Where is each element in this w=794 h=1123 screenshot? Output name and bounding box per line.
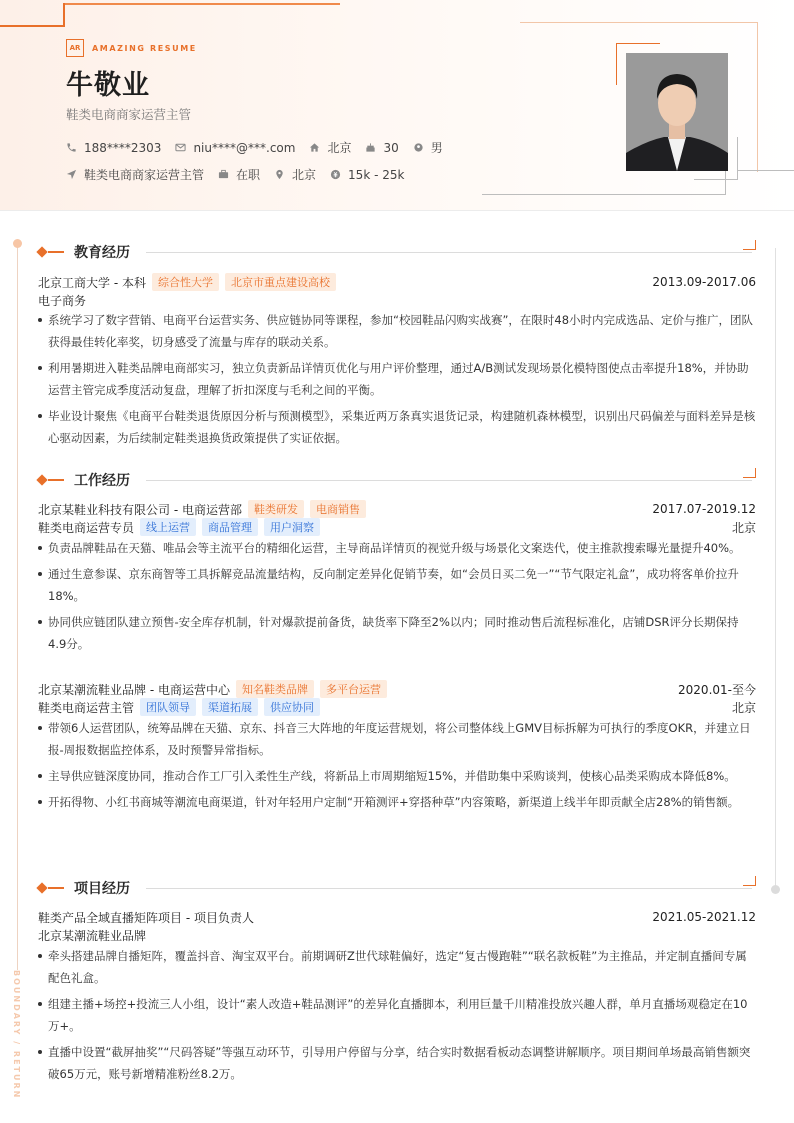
list-item: 直播中设置“截屏抽奖”“尺码答疑”等强互动环节，引导用户停留与分享，结合实时数据看板动态调整讲解顺序。项目期间单场最高销售额突破65万元，账号新增精准粉丝8.2万。 [38,1041,756,1085]
job-location: 北京 [731,520,756,535]
project-name: 鞋类产品全域直播矩阵项目 - 项目负责人 [38,910,254,925]
decor-line [482,194,726,195]
position-tag: 用户洞察 [264,518,320,536]
position-tag: 团队领导 [140,698,196,716]
major: 电子商务 [38,294,87,308]
accent-dash [48,887,64,889]
briefcase-icon [218,169,229,180]
education-entry-header [38,273,756,291]
company-tag: 电商销售 [310,500,366,518]
work-section-header [36,470,756,490]
candidate-name: 牛敬业 [66,70,150,101]
diamond-icon [36,474,47,485]
corner-mark [743,876,756,886]
target-city-item [274,166,316,183]
candidate-headline: 鞋类电商商家运营主管 [66,107,192,122]
list-item: 协同供应链团队建立预售-安全库存机制，针对爆款提前备货，缺货率下降至2%以内；同时推动售后流程标准化，店铺DSR评分长期保持4.9分。 [38,611,756,655]
list-item: 系统学习了数字营销、电商平台运营实务、供应链协同等课程，参加“校园鞋品闪购实战赛”，在限时48小时内完成选品、定价与推广，团队获得最佳转化率奖，切身感受了流量与库存的联动关系。 [38,309,756,353]
phone-value: 188****2303 [84,140,162,155]
diamond-icon [36,882,47,893]
education-section-header [36,242,756,262]
email-value: niu****@***.com [193,140,296,155]
gender-item [413,139,443,156]
school-tag: 综合性大学 [152,273,219,291]
list-item: 带领6人运营团队，统筹品牌在天猫、京东、抖音三大阵地的年度运营规划，将公司整体线上GMV目标拆解为可执行的季度OKR，并建立日报-周报数据监控体系，及时预警异常指标。 [38,717,756,761]
list-item: 牵头搭建品牌自播矩阵，覆盖抖音、淘宝双平台。前期调研Z世代球鞋偏好，选定“复古慢跑鞋”“联名款板鞋”为主推品，并定制直播间专属配色礼盒。 [38,945,756,989]
list-item: 利用暑期进入鞋类品牌电商部实习，独立负责新品详情页优化与用户评价整理，通过A/B测试发现场景化模特图使点击率提升18%，并协助运营主管完成季度活动复盘，理解了折扣深度与毛利之间的平衡。 [38,357,756,401]
decor-line [725,170,726,195]
list-item: 主导供应链深度协同，推动合作工厂引入柔性生产线，将新品上市周期缩短15%，并借助集中采购谈判，使核心品类采购成本降低8%。 [38,765,756,787]
hometown-item [309,139,351,156]
education-period: 2013.09-2017.06 [652,275,756,289]
target-role-item [66,166,204,183]
gender-value: 男 [430,141,443,155]
corner-mark [743,468,756,478]
job-period: 2017.07-2019.12 [652,502,756,516]
salary-value: 15k - 25k [348,167,405,182]
basic-info-row [66,139,457,156]
decor-line [520,22,758,23]
accent-dash [48,251,64,253]
list-item: 组建主播+场控+投流三人小组，设计“素人改造+鞋品测评”的差异化直播脚本，利用巨量千川精准投放兴趣人群，单月直播场观稳定在10万+。 [38,993,756,1037]
job-bullets [38,717,756,817]
send-icon [66,169,77,180]
job-position-row [38,698,756,716]
timeline-dot [771,885,780,894]
email-item [175,141,295,155]
position-tag: 商品管理 [202,518,258,536]
resume-header [0,0,794,211]
section-title: 项目经历 [74,881,130,897]
location-icon [274,169,285,180]
side-watermark: BOUNDARY / RETURN [12,970,21,1100]
salary-item [330,168,404,182]
section-title: 工作经历 [74,473,130,489]
timeline-dot [13,239,22,248]
position-tag: 线上运营 [140,518,196,536]
timeline-line [17,245,18,970]
section-divider [146,252,752,253]
age-item [365,141,398,155]
section-divider [146,888,752,889]
project-period: 2021.05-2021.12 [652,910,756,924]
position-tag: 供应协同 [264,698,320,716]
list-item: 毕业设计聚焦《电商平台鞋类退货原因分析与预测模型》，采集近两万条真实退货记录，构建随机森林模型，识别出尺码偏差与面料差异是核心驱动因素，为后续制定鞋类退换货政策提供了实证依据。 [38,405,756,449]
phone-icon [66,142,77,153]
money-icon [330,169,341,180]
header-accent-line [64,3,340,5]
job-location: 北京 [731,700,756,715]
header-accent-line [63,3,65,27]
position-name: 鞋类电商运营主管 [38,700,135,715]
phone-item [66,141,161,155]
company-name: 北京某鞋业科技有限公司 - 电商运营部 [38,502,242,517]
logo-mark: AR [66,39,84,57]
job-bullets [38,537,756,659]
decor-line [737,137,738,180]
project-section-header [36,878,756,898]
project-entry-header [38,908,756,926]
header-accent-line [0,25,64,27]
company-name: 北京某潮流鞋业品牌 - 电商运营中心 [38,682,230,697]
section-title: 教育经历 [74,245,130,261]
hometown-value: 北京 [327,141,352,155]
status-item [218,166,260,183]
company-tag: 多平台运营 [320,680,387,698]
company-tag: 知名鞋类品牌 [236,680,314,698]
decor-line [738,170,794,171]
profile-photo [626,53,728,171]
job-position-row [38,518,756,536]
gender-icon [413,142,424,153]
school-name: 北京工商大学 - 本科 [38,275,146,290]
brand-logo [66,39,197,57]
target-city-value: 北京 [292,168,317,182]
cake-icon [365,142,376,153]
school-tag: 北京市重点建设高校 [225,273,336,291]
job-intent-row [66,166,418,183]
project-bullets [38,945,756,1089]
corner-mark [743,240,756,250]
home-icon [309,142,320,153]
list-item: 通过生意参谋、京东商智等工具拆解竞品流量结构，反向制定差异化促销节奏，如“会员日买二免一”“节气限定礼盒”，成功将客单价拉升18%。 [38,563,756,607]
timeline-line [775,248,776,888]
list-item: 负责品牌鞋品在天猫、唯品会等主流平台的精细化运营，主导商品详情页的视觉升级与场景化文案迭代，使主推款搜索曝光量提升40%。 [38,537,756,559]
diamond-icon [36,246,47,257]
position-tag: 渠道拓展 [202,698,258,716]
target-role-value: 鞋类电商商家运营主管 [84,168,205,182]
logo-text: AMAZING RESUME [92,43,197,53]
age-value: 30 [383,140,399,155]
position-name: 鞋类电商运营专员 [38,520,135,535]
section-divider [146,480,752,481]
decor-line [757,22,758,172]
decor-line [694,179,738,180]
job-entry-header [38,680,756,698]
project-org: 北京某潮流鞋业品牌 [38,929,147,943]
education-bullets [38,309,756,453]
accent-dash [48,479,64,481]
status-value: 在职 [236,168,261,182]
job-entry-header [38,500,756,518]
mail-icon [175,142,186,153]
job-period: 2020.01-至今 [678,682,756,697]
company-tag: 鞋类研发 [248,500,304,518]
list-item: 开拓得物、小红书商城等潮流电商渠道，针对年轻用户定制“开箱测评+穿搭种草”内容策略，新渠道上线半年即贡献全店28%的销售额。 [38,791,756,813]
